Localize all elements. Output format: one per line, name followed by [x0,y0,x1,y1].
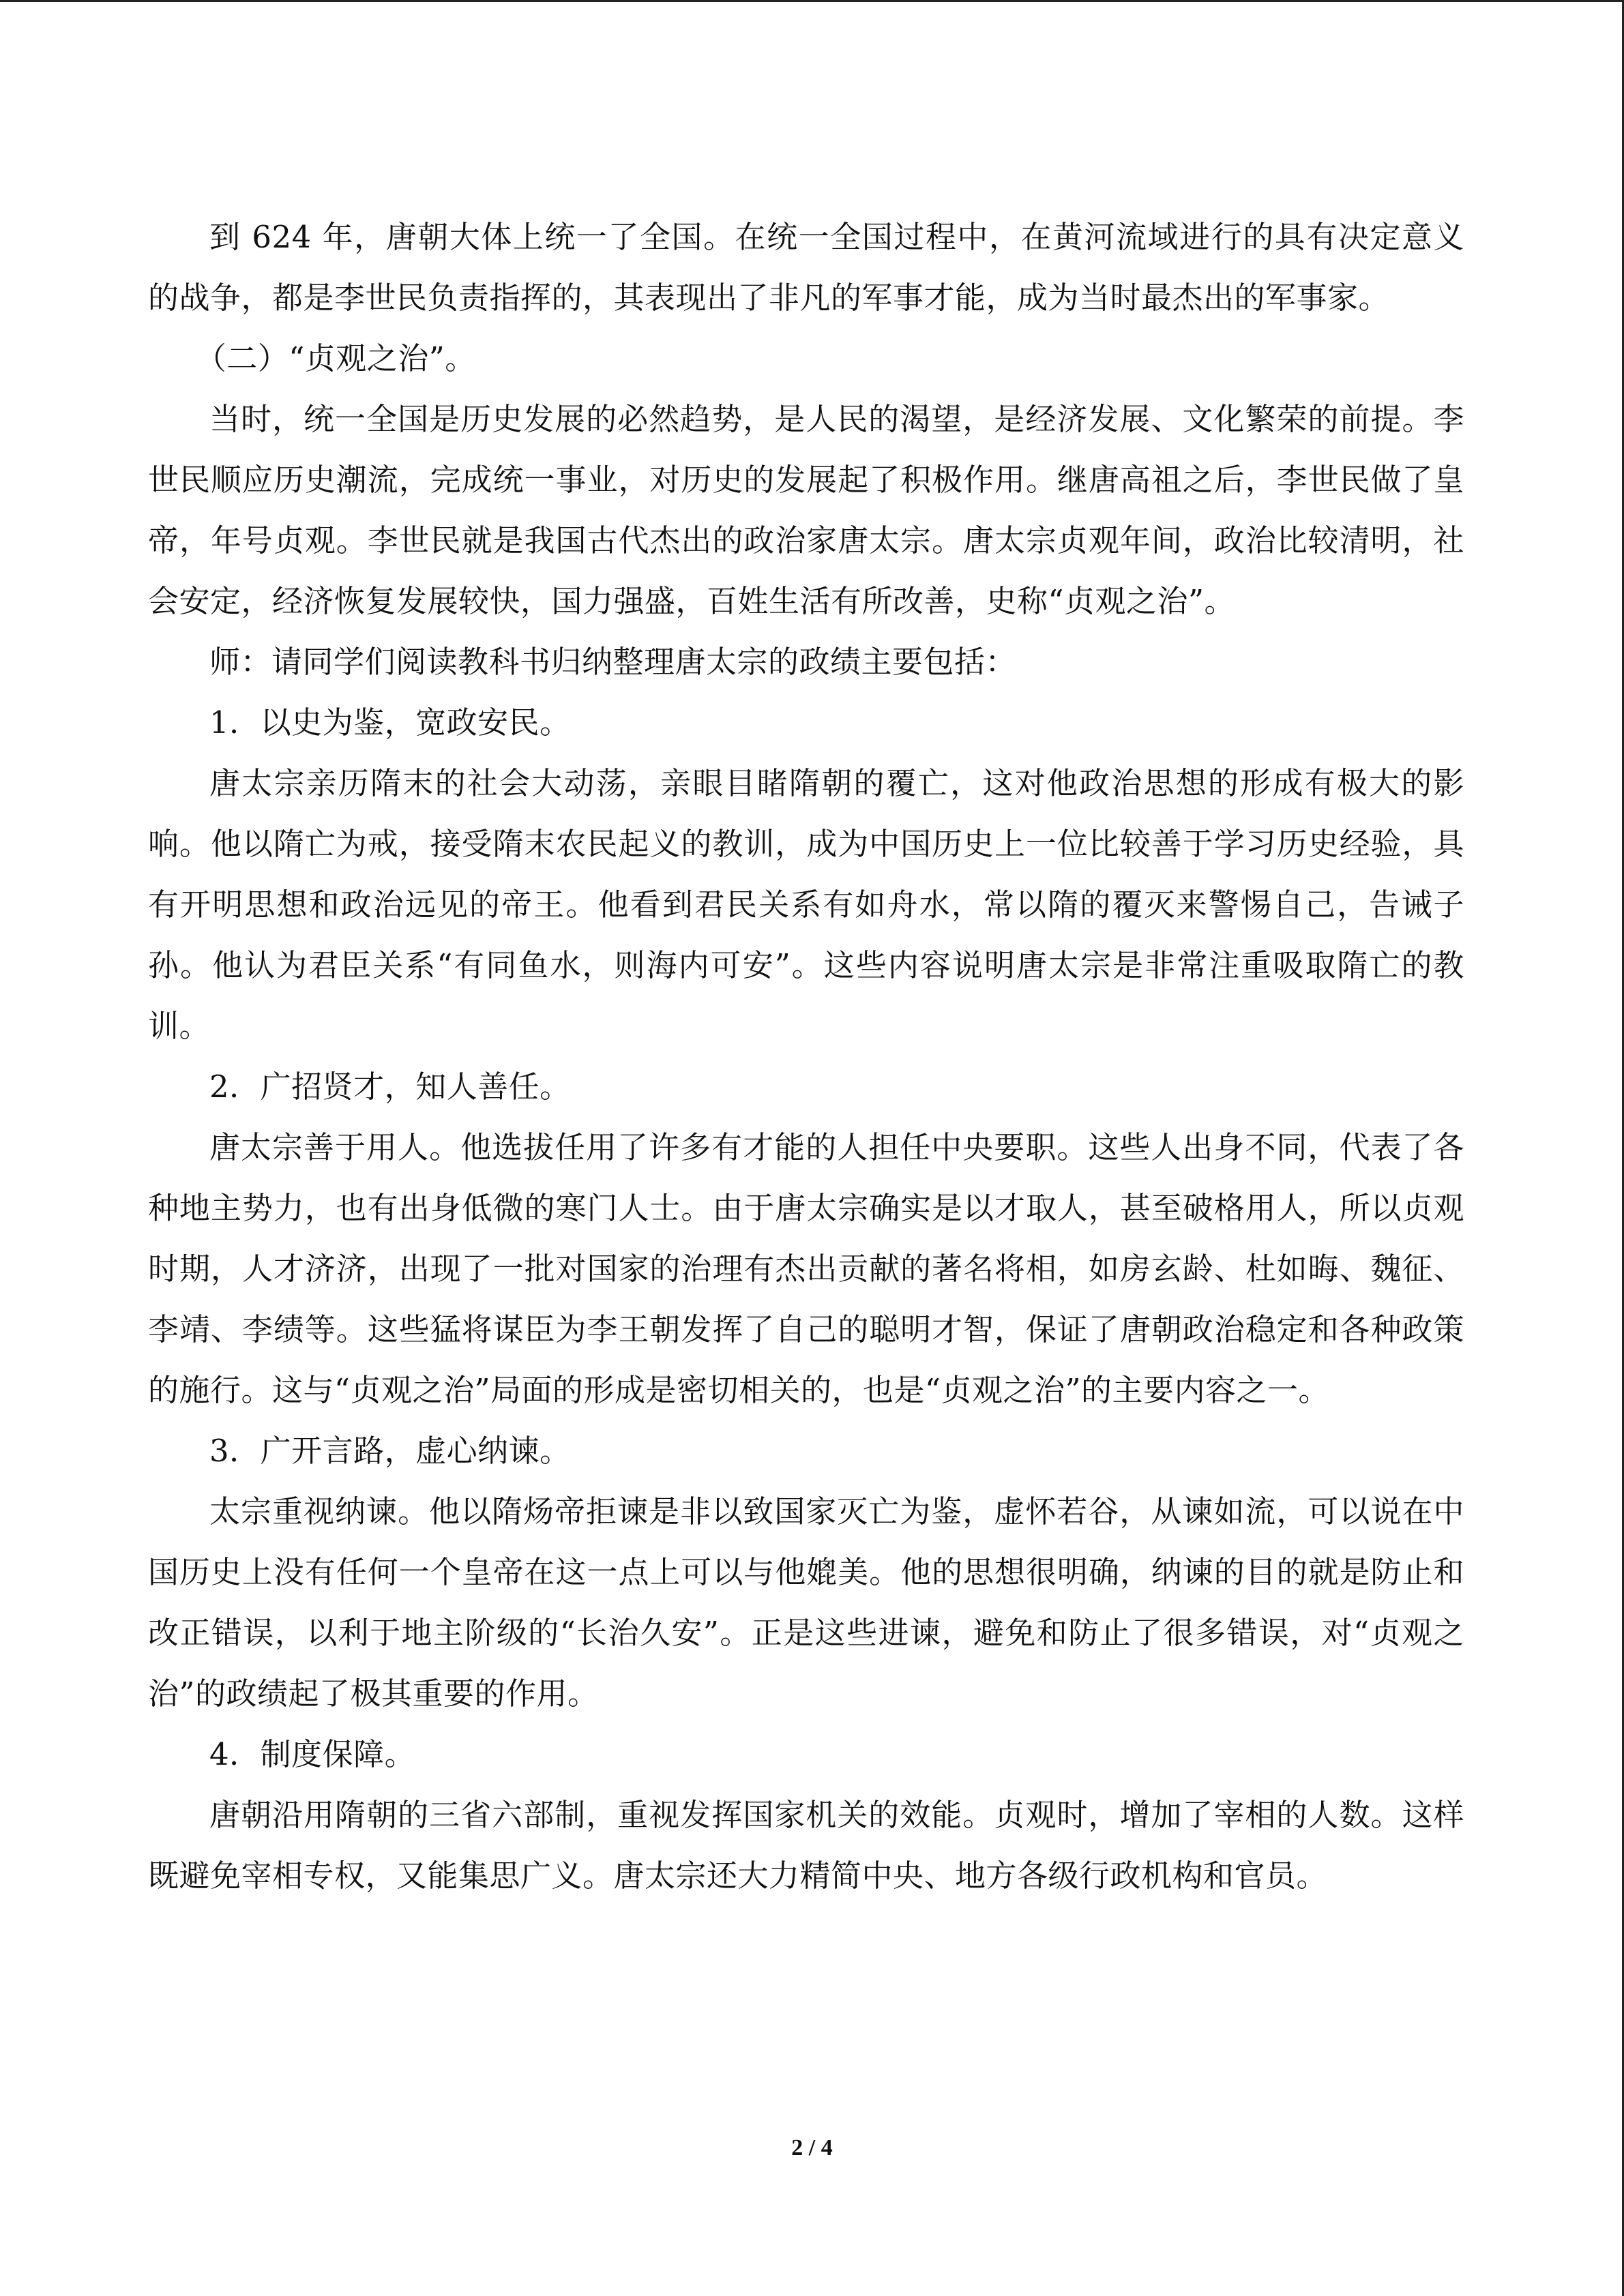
document-body [148,207,1464,1906]
point-heading-1: 1．以史为鉴，宽政安民。 [209,704,571,741]
paragraph-unification: 到 624 年，唐朝大体上统一了全国。在统一全国过程中，在黄河流域进行的具有决定意义的战争，都是李世民负责指挥的，其表现出了非凡的军事才能，成为当时最杰出的军事家。 [148,219,1464,316]
paragraph-point-4: 唐朝沿用隋朝的三省六部制，重视发挥国家机关的效能。贞观时，增加了宰相的人数。这样既避免宰相专权，又能集思广义。唐太宗还大力精简中央、地方各级行政机构和官员。 [148,1797,1464,1894]
paragraph-point-2: 唐太宗善于用人。他选拔任用了许多有才能的人担任中央要职。这些人出身不同，代表了各种地主势力，也有出身低微的寒门人士。由于唐太宗确实是以才取人，甚至破格用人，所以贞观时期，人才济济，出现了一批对国家的治理有杰出贡献的著名将相，如房玄龄、杜如晦、魏征、李靖、李绩等。这些猛将谋臣为李王朝发挥了自己的聪明才智，保证了唐朝政治稳定和各种政策的施行。这与“贞观之治”局面的形成是密切相关的，也是“贞观之治”的主要内容之一。 [148,1129,1464,1408]
page-number: 2 / 4 [791,2135,833,2160]
paragraph-zhenguan-intro: 当时，统一全国是历史发展的必然趋势，是人民的渴望，是经济发展、文化繁荣的前提。李世民顺应历史潮流，完成统一事业，对历史的发展起了积极作用。继唐高祖之后，李世民做了皇帝，年号贞观。李世民就是我国古代杰出的政治家唐太宗。唐太宗贞观年间，政治比较清明，社会安定，经济恢复发展较快，国力强盛，百姓生活有所改善，史称“贞观之治”。 [148,401,1464,619]
point-heading-2: 2．广招贤才，知人善任。 [209,1069,571,1105]
paragraph-teacher-prompt: 师：请同学们阅读教科书归纳整理唐太宗的政绩主要包括： [209,644,1017,680]
paragraph-point-1: 唐太宗亲历隋末的社会大动荡，亲眼目睹隋朝的覆亡，这对他政治思想的形成有极大的影响。他以隋亡为戒，接受隋末农民起义的教训，成为中国历史上一位比较善于学习历史经验，具有开明思想和政治远见的帝王。他看到君民关系有如舟水，常以隋的覆灭来警惕自己，告诫子孙。他认为君臣关系“有同鱼水，则海内可安”。这些内容说明唐太宗是非常注重吸取隋亡的教训。 [148,765,1464,1044]
paragraph-point-3: 太宗重视纳谏。他以隋炀帝拒谏是非以致国家灭亡为鉴，虚怀若谷，从谏如流，可以说在中国历史上没有任何一个皇帝在这一点上可以与他媲美。他的思想很明确，纳谏的目的就是防止和改正错误，以利于地主阶级的“长治久安”。正是这些进谏，避免和防止了很多错误，对“贞观之治”的政绩起了极其重要的作用。 [148,1493,1464,1712]
point-heading-4: 4．制度保障。 [209,1736,416,1772]
point-heading-3: 3．广开言路，虚心纳谏。 [209,1433,571,1469]
section-heading-zhenguan: （二）“贞观之治”。 [195,340,476,376]
